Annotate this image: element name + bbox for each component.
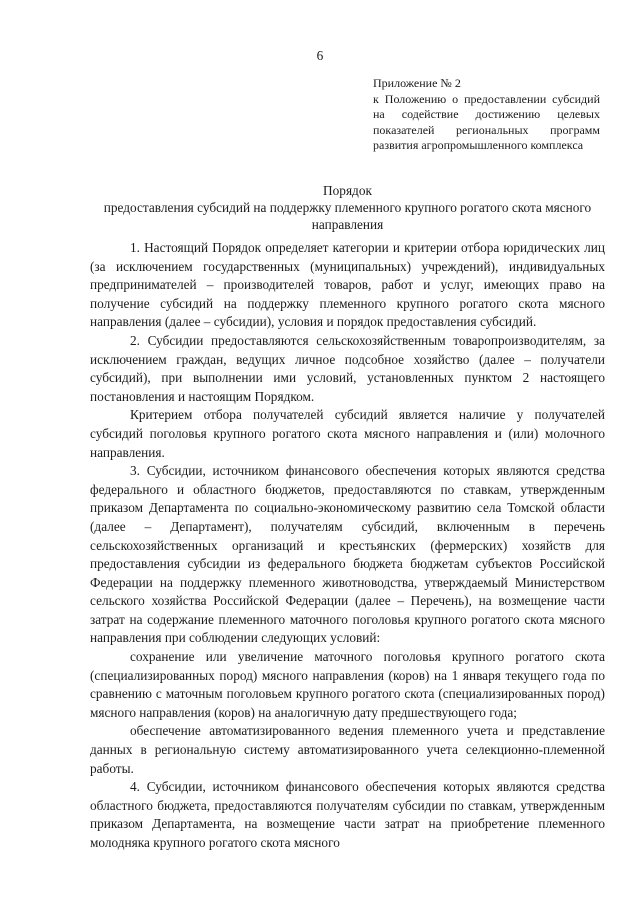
document-title-line2: предоставления субсидий на поддержку племенного крупного рогатого скота мясного направления [103, 200, 592, 232]
paragraph: 2. Субсидии предоставляются сельскохозяйственным товаропроизводителям, за исключением граждан, ведущих личное подсобное хозяйство (далее – получатели субсидий), при выполнении ими условий, установленных пунктом 2 настоящего постановления и настоящим Порядком. [90, 332, 605, 404]
document-title-line1: Порядок [323, 183, 372, 198]
paragraph: Критерием отбора получателей субсидий является наличие у получателей субсидий поголовья крупного рогатого скота мясного направления и (или) молочного направления. [90, 407, 605, 460]
page-number: 6 [316, 48, 324, 63]
document-title [90, 182, 605, 233]
annex-text: к Положению о предоставлении субсидий на содействие достижению целевых показателей региональных программ развития агропромышленного комплекса [373, 91, 600, 153]
paragraph: 1. Настоящий Порядок определяет категории и критерии отбора юридических лиц (за исключением государственных (муниципальных) учреждений), индивидуальных предпринимателей – производителей товаров, работ и услуг, имеющих право на получение субсидий на поддержку племенного крупного рогатого скота мясного направления (далее – субсидии), условия и порядок предоставления субсидий. [90, 240, 605, 330]
paragraph: 4. Субсидии, источником финансового обеспечения которых являются средства областного бюджета, предоставляются получателям субсидии по ставкам, утвержденным приказом Департамента, на возмещение части затрат на приобретение племенного молодняка крупного рогатого скота мясного [90, 779, 605, 850]
paragraph: 3. Субсидии, источником финансового обеспечения которых являются средства федерального и областного бюджетов, предоставляются по ставкам, утвержденным приказом Департамента по социально-экономическому развитию села Томской области (далее – Департамент), получателям субсидий, включенным в перечень сельскохозяйственных организаций и крестьянских (фермерских) хозяйств для предоставления субсидии из федерального бюджета бюджетам субъектов Российской Федерации на поддержку племенного животноводства, утверждаемый Министерством сельского хозяйства Российской Федерации (далее – Перечень), на возмещение части затрат на содержание племенного маточного поголовья крупного рогатого скота мясного направления при соблюдении следующих условий: [90, 463, 605, 646]
document-body [90, 239, 605, 853]
annex-title: Приложение № 2 [373, 76, 461, 90]
paragraph: сохранение или увеличение маточного поголовья крупного рогатого скота (специализированных пород) мясного направления (коров) на 1 января текущего года по сравнению с маточным поголовьем крупного рогатого скота (специализированных пород) мясного направления (коров) на аналогичную дату предшествующего года; [90, 649, 605, 720]
paragraph: обеспечение автоматизированного ведения племенного учета и представление данных в региональную систему автоматизированного учета селекционно-племенной работы. [90, 723, 605, 776]
annex-block [373, 76, 600, 154]
